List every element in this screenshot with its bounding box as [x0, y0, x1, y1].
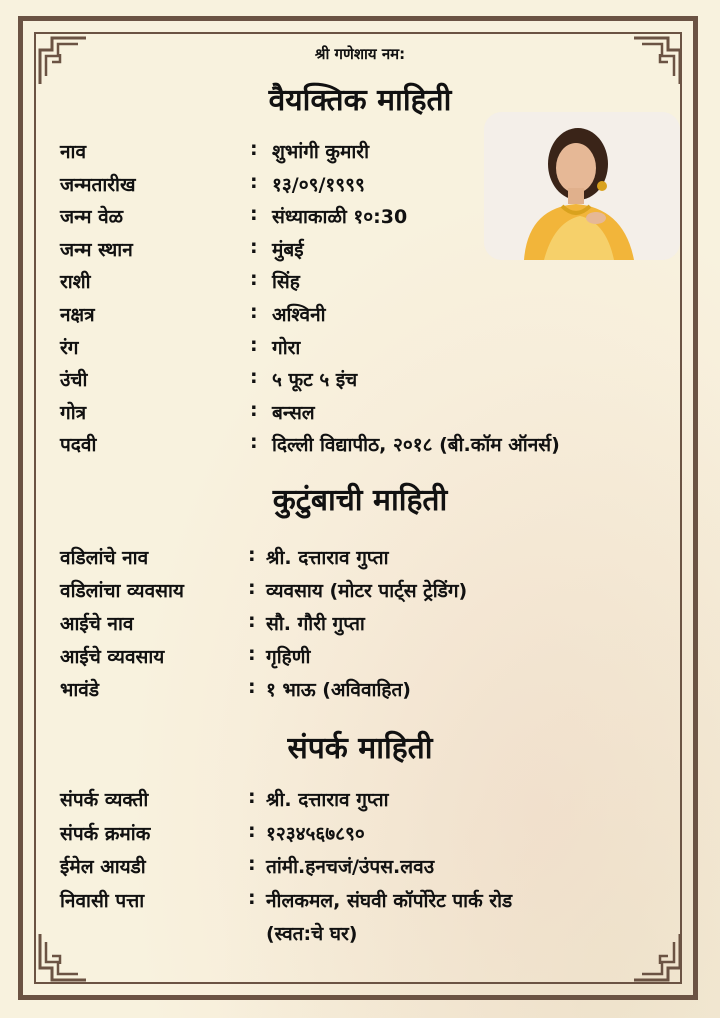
field-value: संध्याकाळी १०:30 — [272, 206, 408, 229]
field-value: (स्वत:चे घर) — [266, 923, 358, 945]
field-label: नक्षत्र — [60, 304, 95, 326]
field-value: दिल्ली विद्यापीठ, २०१८ (बी.कॉम ऑनर्स) — [272, 434, 560, 457]
field-value: नीलकमल, संघवी कॉर्पोरेट पार्क रोड — [266, 889, 513, 912]
field-label: जन्म वेळ — [60, 206, 124, 229]
field-label: संपर्क क्रमांक — [60, 822, 151, 845]
contact-row — [60, 786, 680, 816]
personal-row — [60, 334, 680, 364]
field-label: संपर्क व्यक्ती — [60, 789, 149, 811]
field-separator: : — [250, 203, 258, 226]
field-value: तांमी.हनचजं/उंपस.लवउ — [266, 856, 435, 878]
profile-photo — [484, 112, 680, 260]
personal-row — [60, 301, 680, 331]
field-separator: : — [248, 786, 256, 808]
personal-row — [60, 399, 680, 429]
field-label: आईचे व्यवसाय — [60, 646, 165, 668]
field-separator: : — [248, 853, 256, 875]
field-separator: : — [250, 398, 258, 421]
field-value: व्यवसाय (मोटर पार्ट्स ट्रेडिंग) — [266, 580, 468, 602]
contact-row — [60, 853, 680, 883]
family-row — [60, 643, 680, 673]
field-value: बन्सल — [272, 401, 315, 424]
family-section-title: कुटुंबाची माहिती — [272, 483, 448, 518]
field-separator: : — [248, 610, 256, 632]
field-separator: : — [250, 138, 258, 160]
field-label: ईमेल आयडी — [60, 856, 146, 878]
field-label: भावंडे — [60, 679, 100, 701]
personal-row — [60, 431, 680, 461]
field-value: १२३४५६७८९० — [266, 822, 365, 845]
field-value: सौ. गौरी गुप्ता — [266, 613, 365, 635]
field-value: ५ फूट ५ इंच — [272, 369, 358, 392]
field-separator: : — [250, 333, 258, 356]
field-label: उंची — [60, 369, 88, 392]
field-separator: : — [248, 577, 256, 599]
field-label: राशी — [60, 271, 91, 294]
field-label: वडिलांचा व्यवसाय — [60, 580, 184, 602]
field-value: अश्विनी — [272, 304, 326, 326]
field-separator: : — [250, 235, 258, 258]
field-value: गोरा — [272, 336, 301, 359]
contact-row — [60, 920, 680, 950]
invocation-text: श्री गणेशाय नम: — [314, 45, 406, 63]
field-label: नाव — [60, 141, 87, 163]
field-separator: : — [250, 170, 258, 193]
field-label: जन्मतारीख — [60, 173, 136, 196]
field-label: रंग — [60, 336, 79, 359]
field-label: निवासी पत्ता — [60, 889, 145, 912]
field-separator: : — [248, 544, 256, 566]
field-separator: : — [248, 676, 256, 698]
field-label: जन्म स्थान — [60, 238, 133, 261]
field-separator: : — [250, 301, 258, 323]
field-value: सिंह — [272, 271, 300, 294]
personal-row — [60, 366, 680, 396]
family-row — [60, 610, 680, 640]
contact-row — [60, 887, 680, 917]
field-value: श्री. दत्ताराव गुप्ता — [266, 547, 389, 569]
field-value: गृहिणी — [266, 646, 311, 668]
field-value: १ भाऊ (अविवाहित) — [266, 679, 411, 701]
field-separator: : — [248, 819, 256, 842]
family-row — [60, 676, 680, 706]
field-label: गोत्र — [60, 401, 87, 424]
contact-row — [60, 820, 680, 850]
field-value: मुंबई — [272, 238, 304, 261]
family-row — [60, 577, 680, 607]
field-value: श्री. दत्ताराव गुप्ता — [266, 789, 389, 811]
field-label: आईचे नाव — [60, 613, 134, 635]
field-value: शुभांगी कुमारी — [272, 141, 369, 163]
personal-row — [60, 268, 680, 298]
family-row — [60, 544, 680, 574]
field-separator: : — [250, 268, 258, 291]
personal-section-title: वैयक्तिक माहिती — [268, 83, 452, 118]
field-separator: : — [250, 366, 258, 389]
contact-section-title: संपर्क माहिती — [287, 731, 433, 766]
field-separator: : — [248, 886, 256, 909]
field-separator: : — [248, 643, 256, 665]
field-label: पदवी — [60, 434, 97, 457]
field-label: वडिलांचे नाव — [60, 547, 149, 569]
field-separator: : — [250, 431, 258, 454]
field-value: १३/०९/१९९९ — [272, 173, 365, 196]
